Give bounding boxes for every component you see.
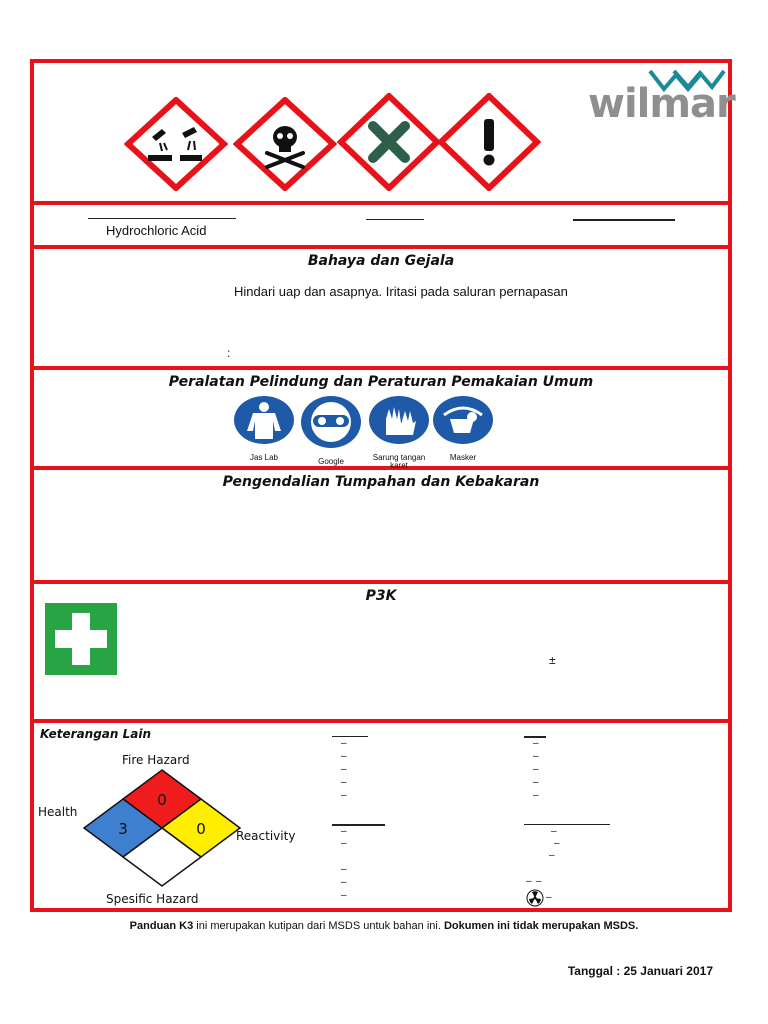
dash: – [341,777,347,788]
first-aid-cross-icon [45,603,117,675]
nfpa-health-label: Health [38,805,78,819]
harmful-x-icon [337,93,441,191]
dash: – [533,764,539,775]
footer-panduan: Panduan K3 [129,920,194,932]
footer-note [0,920,768,932]
dash: – [341,864,347,875]
blank-field [332,824,385,826]
other-title: Keterangan Lain [40,727,152,741]
dash: – [526,876,532,887]
ppe-label: Google [318,457,344,466]
hazards-colon: : [227,346,231,360]
dash: – [341,738,347,749]
ppe-goggles [298,395,364,466]
ppe-mask [430,395,496,462]
dash: – [341,838,347,849]
divider [34,366,728,370]
corrosive-icon [124,97,228,191]
lab-coat-icon [233,395,295,445]
nfpa-diamond [78,768,246,890]
dash: – [551,826,557,837]
goggles-icon [300,395,362,449]
first-aid-symbol: ± [549,653,556,667]
divider [34,580,728,584]
name-underline [88,218,236,219]
nfpa-specific-label: Spesific Hazard [106,892,199,906]
footer-disclaimer: Dokumen ini tidak merupakan MSDS. [443,920,639,932]
hazards-text: Hindari uap dan asapnya. Iritasi pada saluran pernapasan [234,284,568,299]
ppe-label: Jas Lab [249,453,279,462]
document-date: Tanggal : 25 Januari 2017 [567,964,713,978]
exclamation-icon [437,93,541,191]
chemical-name: Hydrochloric Acid [106,223,207,238]
divider [34,719,728,723]
divider [34,245,728,249]
ppe-gloves [364,395,434,470]
gloves-icon [368,395,430,445]
blank-field [524,824,610,825]
nfpa-fire-label: Fire Hazard [122,753,190,767]
nfpa-reactivity-value: 0 [196,820,206,838]
company-logo [588,67,735,133]
logo-text: wilmar [588,81,735,127]
footer-middle: ini merupakan kutipan dari MSDS untuk bahan ini. [193,920,444,932]
dash: – [554,838,560,849]
blank-field [366,219,424,220]
spill-title: Pengendalian Tumpahan dan Kebakaran [222,474,540,490]
dash: – [549,850,555,861]
dash: – [341,790,347,801]
divider [34,201,728,205]
blank-field [332,736,368,737]
dash: – [533,738,539,749]
ppe-title: Peralatan Pelindung dan Peraturan Pemakaian Umum [168,374,594,390]
nfpa-fire-value: 0 [157,791,167,809]
dash: – [546,892,552,903]
mask-icon [432,395,494,445]
dash: – [533,790,539,801]
dash: – [533,777,539,788]
radiation-icon [526,889,544,907]
dash: – [341,826,347,837]
msds-frame [30,59,735,912]
ppe-label: Sarung tangan karet [372,453,426,470]
ppe-lab-coat [232,395,296,462]
hazards-title: Bahaya dan Gejala [307,253,455,269]
dash: – [341,751,347,762]
ppe-label: Masker [449,453,477,462]
nfpa-reactivity-label: Reactivity [236,829,296,843]
dash: – [341,890,347,901]
dash: – [536,876,542,887]
nfpa-health-value: 3 [118,820,128,838]
dash: – [341,764,347,775]
dash: – [341,877,347,888]
dash: – [533,751,539,762]
blank-field [573,219,675,221]
skull-crossbones-icon [233,97,337,191]
first-aid-title: P3K [365,588,397,604]
